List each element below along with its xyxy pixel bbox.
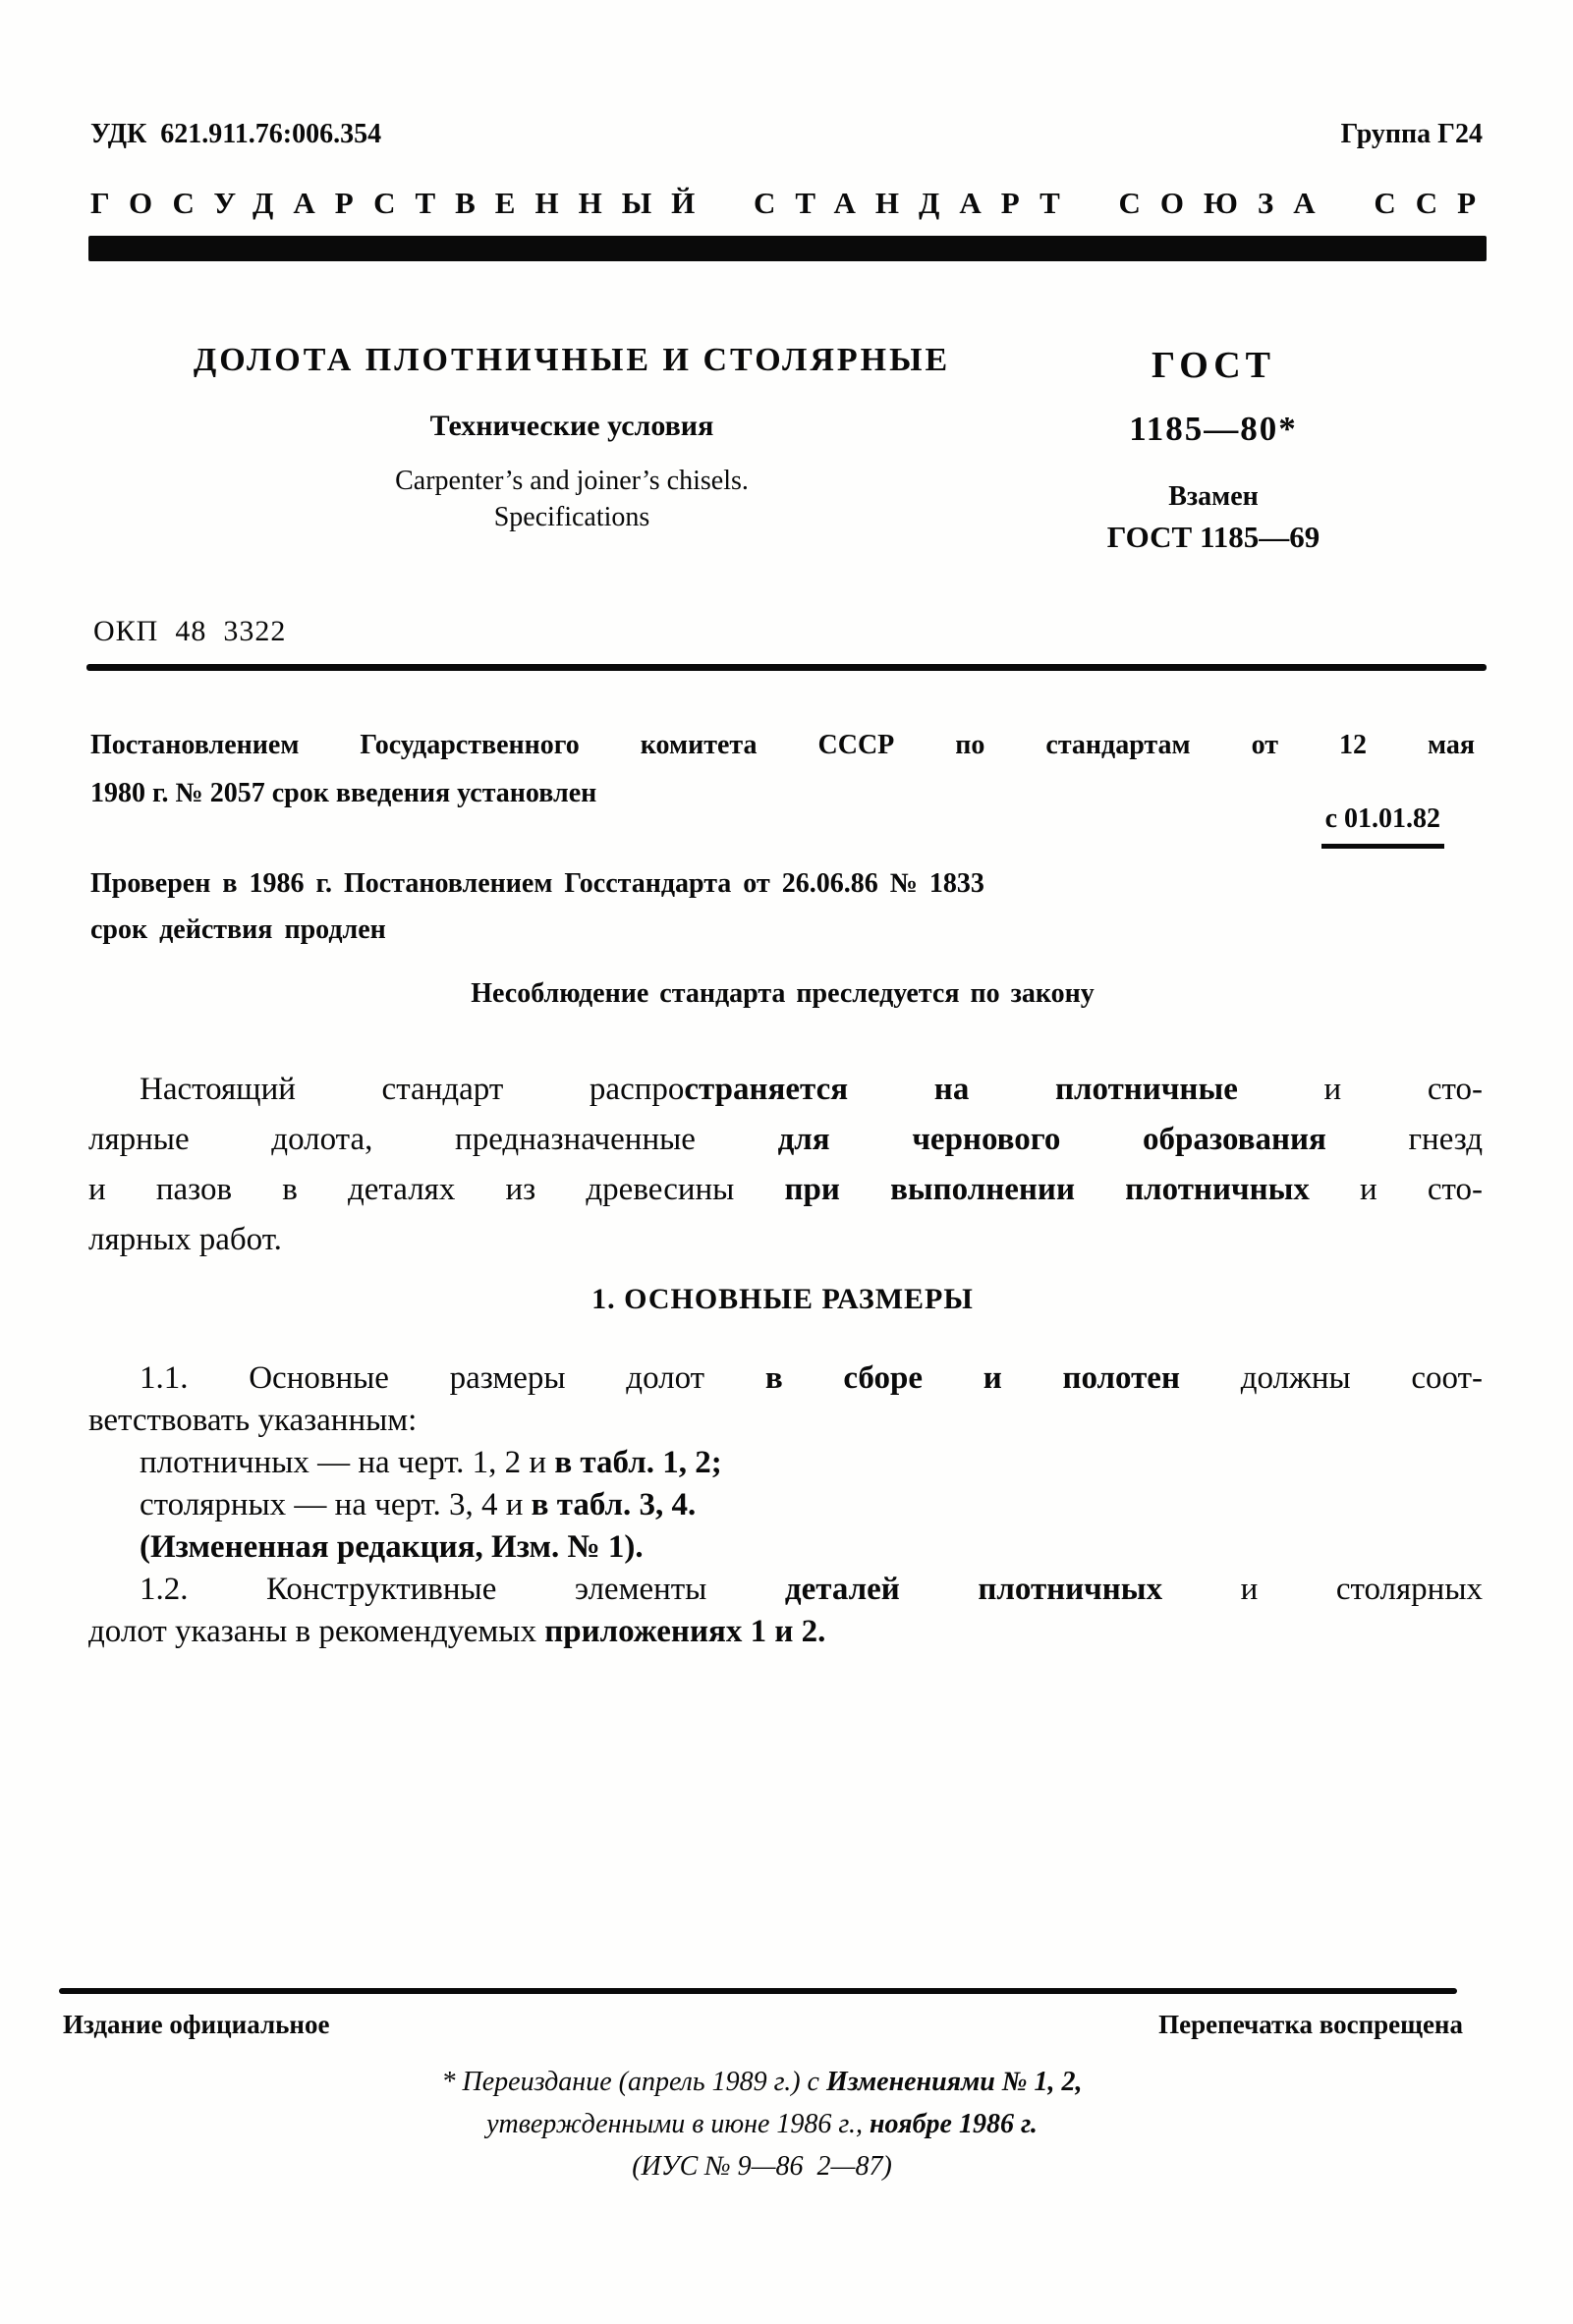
meta-row bbox=[90, 119, 1483, 150]
udk-code: УДК 621.911.76:006.354 bbox=[90, 119, 382, 149]
clause-1-1-line: 1.1. Основные размеры долот в сборе и полотен должны соот- bbox=[140, 1360, 1484, 1396]
replaces-label: Взамен bbox=[1168, 481, 1259, 512]
prolongation-line2: срок действия продлен bbox=[90, 914, 386, 945]
okp-code: ОКП 48 3322 bbox=[93, 615, 287, 647]
decree-line1: Постановлением Государственного комитета СССР по стандартам от 12 мая bbox=[90, 730, 1475, 760]
title-english-line2: Specifications bbox=[493, 502, 650, 532]
document-title-english bbox=[90, 463, 1053, 535]
clause-1-2-line: 1.2. Конструктивные элементы деталей плотничных и столярных bbox=[140, 1572, 1483, 1607]
title-block bbox=[90, 342, 1053, 535]
reprint-forbidden-label: Перепечатка воспрещена bbox=[1158, 2010, 1463, 2039]
designation-block bbox=[1061, 344, 1366, 555]
gost-label: ГОСТ bbox=[1151, 345, 1276, 386]
title-english-line1: Carpenter’s and joiner’s chisels. bbox=[395, 466, 749, 496]
intro-line: Настоящий стандарт распространяется на плотничные и сто- bbox=[140, 1072, 1483, 1107]
footnote-line: утвержденными в июне 1986 г., ноябре 1986 г. bbox=[486, 2109, 1038, 2139]
clause-1-2-line: долот указаны в рекомендуемых приложениях 1 и 2. bbox=[88, 1614, 826, 1649]
banner-black-bar bbox=[88, 236, 1487, 261]
effective-date bbox=[90, 803, 1444, 849]
intro-line: лярные долота, предназначенные для чернового образования гнезд bbox=[88, 1122, 1483, 1157]
decree-line2: 1980 г. № 2057 срок введения установлен bbox=[90, 778, 597, 808]
intro-line: лярных работ. bbox=[88, 1222, 282, 1257]
prolongation-paragraph bbox=[90, 860, 1475, 953]
intro-paragraph bbox=[88, 1065, 1483, 1265]
effective-date-value: с 01.01.82 bbox=[1321, 803, 1444, 849]
footnote-line: (ИУС № 9—86 2—87) bbox=[632, 2151, 892, 2182]
section-1-heading: 1. ОСНОВНЫЕ РАЗМЕРЫ bbox=[591, 1283, 974, 1315]
clause-1-1-line: столярных — на черт. 3, 4 и в табл. 3, 4. bbox=[140, 1487, 697, 1522]
gost-number: 1185—80* bbox=[1129, 410, 1298, 448]
footer-rule bbox=[59, 1988, 1457, 1994]
clause-1-1-line: плотничных — на черт. 1, 2 и в табл. 1, 2; bbox=[140, 1445, 722, 1480]
replaces-number: ГОСТ 1185—69 bbox=[1106, 520, 1320, 554]
official-edition-label: Издание официальное bbox=[63, 2010, 330, 2039]
document-subtitle: Технические условия bbox=[429, 410, 714, 442]
footnote-line: * Переиздание (апрель 1989 г.) с Изменениями № 1, 2, bbox=[441, 2067, 1083, 2097]
footer-row bbox=[63, 2010, 1463, 2040]
state-standard-banner: ГОСУДАРСТВЕННЫЙ СТАНДАРТ СОЮЗА ССР bbox=[90, 186, 1496, 220]
section-1-body bbox=[88, 1357, 1483, 1653]
prolongation-line1: Проверен в 1986 г. Постановлением Госстандарта от 26.06.86 № 1833 bbox=[90, 868, 984, 899]
clause-1-1-line: ветствовать указанным: bbox=[88, 1403, 418, 1438]
intro-line: и пазов в деталях из древесины при выполнении плотничных и сто- bbox=[88, 1172, 1483, 1207]
law-notice: Несоблюдение стандарта преследуется по закону bbox=[471, 978, 1095, 1009]
group-code: Группа Г24 bbox=[1340, 119, 1483, 149]
document-title: ДОЛОТА ПЛОТНИЧНЫЕ И СТОЛЯРНЫЕ bbox=[193, 342, 951, 378]
reissue-footnote bbox=[59, 2061, 1465, 2187]
horizontal-rule-top bbox=[86, 664, 1487, 671]
clause-1-1-amendment: (Измененная редакция, Изм. № 1). bbox=[140, 1529, 644, 1565]
